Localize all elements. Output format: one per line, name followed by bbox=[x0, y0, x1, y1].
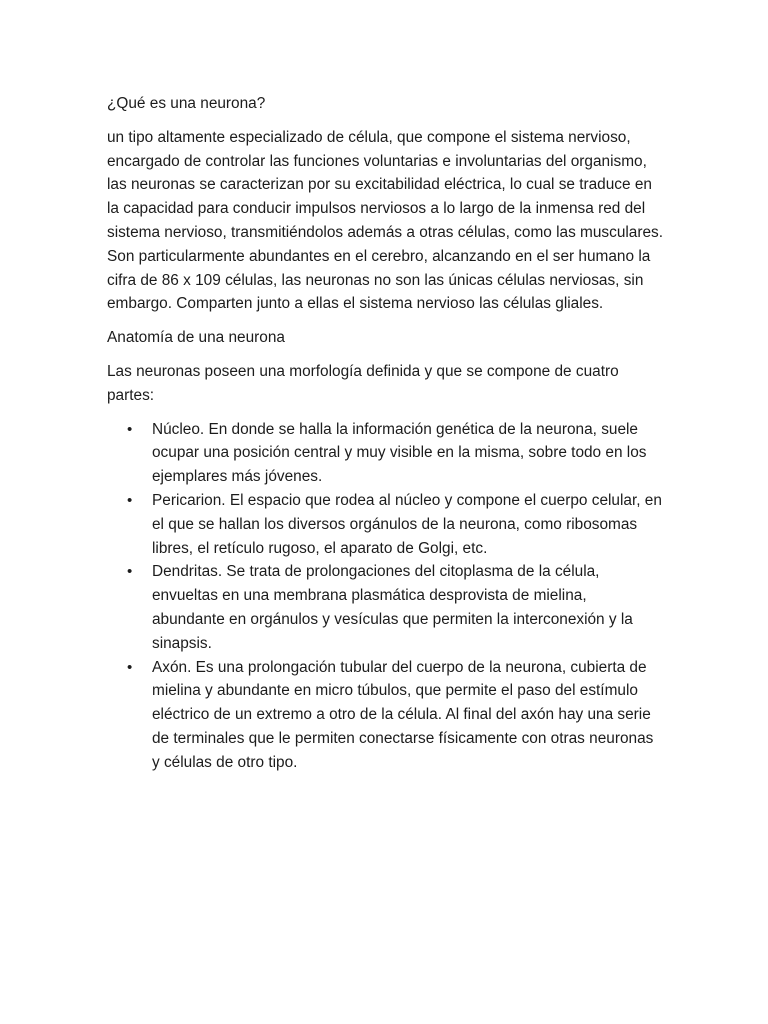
bullet-icon: • bbox=[127, 491, 133, 509]
list-item bbox=[107, 489, 663, 560]
list-item bbox=[107, 560, 663, 655]
bullet-icon: • bbox=[127, 563, 133, 581]
list-item-text: Dendritas. Se trata de prolongaciones del citoplasma de la célula, envueltas en una membrana plasmática desprovista de mielina, abundante en orgánulos y vesículas que permiten la interconexión y la sinapsis. bbox=[152, 563, 633, 652]
parts-list bbox=[107, 418, 663, 775]
intro-paragraph: Las neuronas poseen una morfología definida y que se compone de cuatro partes: bbox=[107, 362, 619, 404]
bullet-icon: • bbox=[127, 658, 133, 676]
list-item-text: Núcleo. En donde se halla la información genética de la neurona, suele ocupar una posición central y muy visible en la misma, sobre todo en los ejemplares más jóvenes. bbox=[152, 420, 647, 486]
question-heading: ¿Qué es una neurona? bbox=[107, 95, 266, 112]
anatomy-heading: Anatomía de una neurona bbox=[107, 329, 285, 347]
list-item-text: Pericarion. El espacio que rodea al núcleo y compone el cuerpo celular, en el que se hallan los diversos orgánulos de la neurona, como ribosomas libres, el retículo rugoso, el aparato de Golgi, etc. bbox=[152, 491, 662, 557]
definition-paragraph: un tipo altamente especializado de célula, que compone el sistema nervioso, encargado de controlar las funciones voluntarias e involuntarias del organismo, las neuronas se caracterizan por su excitabilidad eléctrica, lo cual se traduce en la capacidad para conducir impulsos nerviosos a lo largo de la inmensa red del sistema nervioso, transmitiéndolos además a otras células, como las musculares. Son particularmente abundantes en el cerebro, alcanzando en el ser humano la cifra de 86 x 109 células, las neuronas no son las únicas células nerviosas, sin embargo. Comparten junto a ellas el sistema nervioso las células gliales. bbox=[107, 128, 664, 313]
bullet-icon: • bbox=[127, 420, 133, 438]
document-body bbox=[107, 92, 663, 775]
list-item-text: Axón. Es una prolongación tubular del cuerpo de la neurona, cubierta de mielina y abundante en micro túbulos, que permite el paso del estímulo eléctrico de un extremo a otro de la célula. Al final del axón hay una serie de terminales que le permiten conectarse físicamente con otras neuronas y células de otro tipo. bbox=[152, 658, 654, 771]
list-item bbox=[107, 418, 663, 489]
list-item bbox=[107, 656, 663, 775]
